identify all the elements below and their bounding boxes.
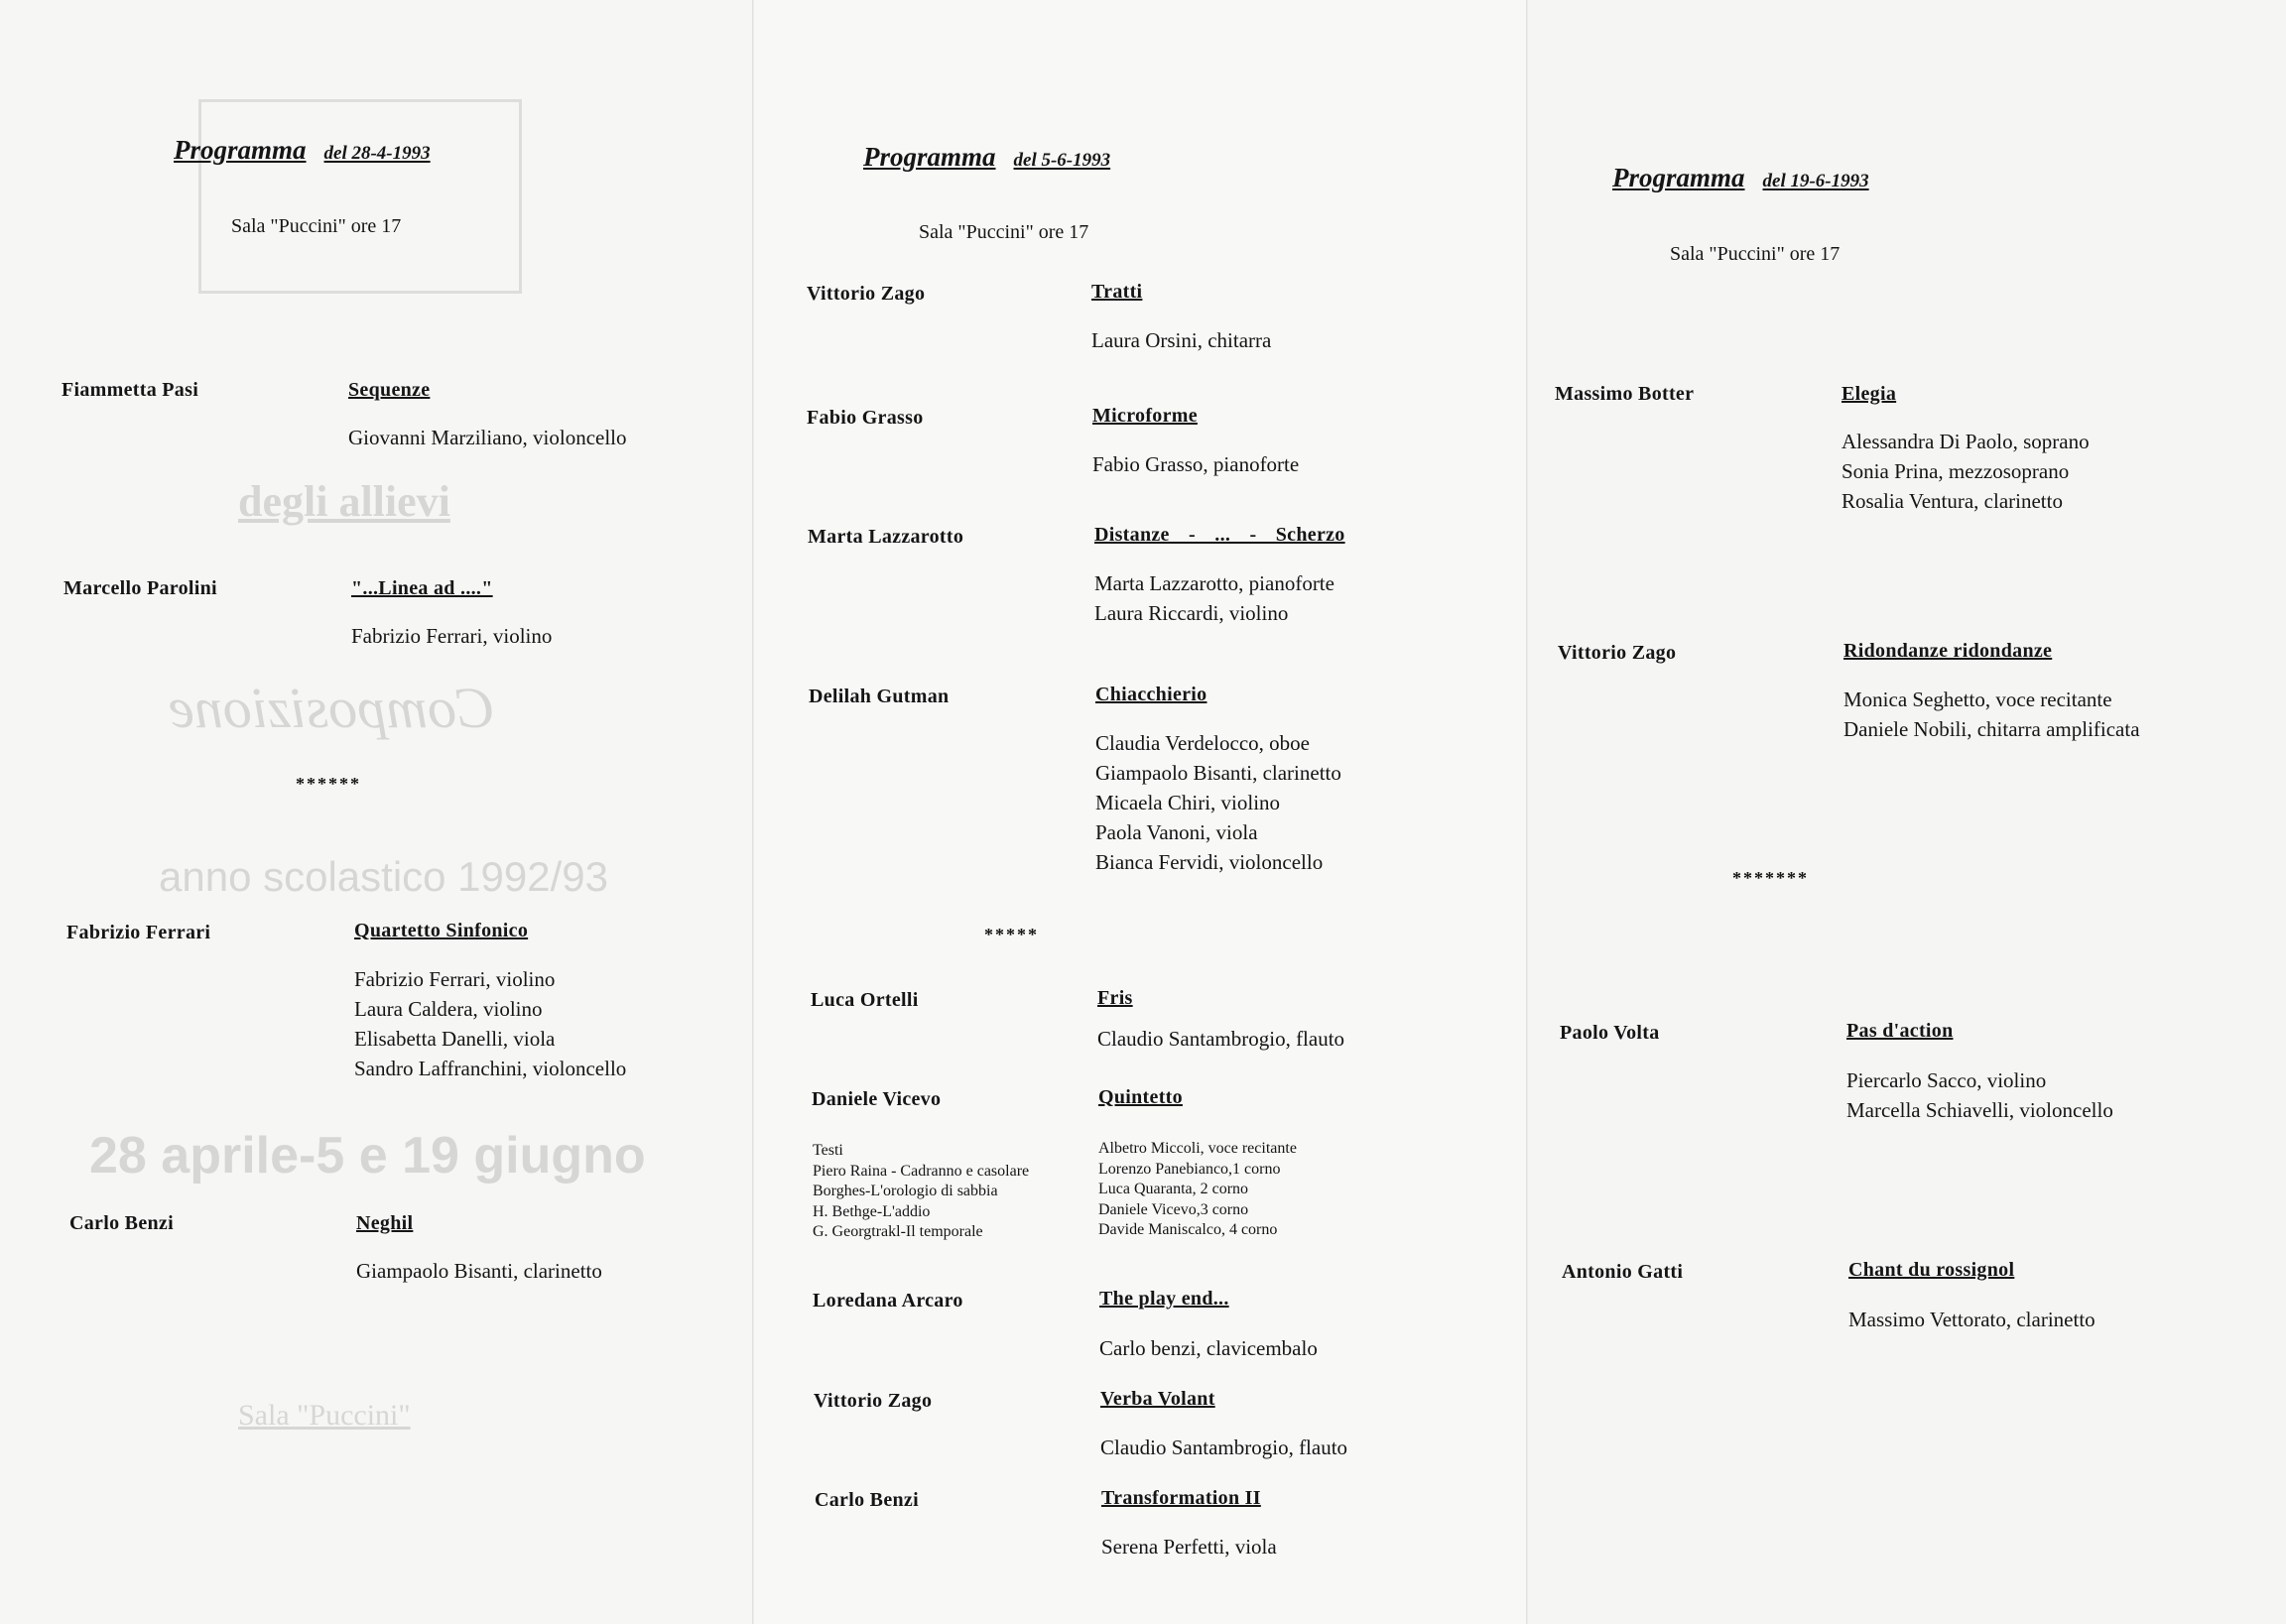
composer-name: Fabio Grasso bbox=[807, 407, 924, 429]
venue-time: Sala "Puccini" ore 17 bbox=[919, 221, 1089, 243]
work-title: Transformation II bbox=[1101, 1487, 1261, 1509]
performer: Monica Seghetto, voce recitante bbox=[1843, 687, 2112, 711]
text-source: Testi bbox=[813, 1142, 843, 1159]
performer-list bbox=[348, 423, 627, 452]
composer-name: Vittorio Zago bbox=[807, 283, 926, 305]
composer-name: Loredana Arcaro bbox=[813, 1290, 963, 1312]
text-source: Piero Raina - Cadranno e casolare bbox=[813, 1162, 1030, 1180]
performer-list bbox=[1098, 1139, 1297, 1241]
performer-list bbox=[1101, 1532, 1277, 1562]
performer: Marta Lazzarotto, pianoforte bbox=[1094, 571, 1334, 595]
text-source: H. Bethge-L'addio bbox=[813, 1202, 931, 1220]
performer-list bbox=[1843, 685, 2140, 744]
performer: Fabio Grasso, pianoforte bbox=[1092, 452, 1300, 476]
performer: Giovanni Marziliano, violoncello bbox=[348, 426, 627, 449]
performer: Carlo benzi, clavicembalo bbox=[1099, 1336, 1318, 1360]
performer-list bbox=[1099, 1333, 1318, 1363]
work-title: Quartetto Sinfonico bbox=[354, 920, 529, 941]
composer-name: Vittorio Zago bbox=[1558, 642, 1677, 664]
performer: Albetro Miccoli, voce recitante bbox=[1098, 1140, 1297, 1157]
performer-list bbox=[1846, 1065, 2113, 1125]
performer-list bbox=[1848, 1305, 2096, 1334]
performer: Claudia Verdelocco, oboe bbox=[1095, 731, 1310, 755]
programma-word: Programma bbox=[1612, 163, 1745, 192]
performer-list bbox=[1097, 1024, 1344, 1054]
performer: Paola Vanoni, viola bbox=[1095, 820, 1258, 844]
performer: Giampaolo Bisanti, clarinetto bbox=[356, 1259, 602, 1283]
performer: Bianca Fervidi, violoncello bbox=[1095, 850, 1324, 874]
show-through-line-5: Sala "Puccini" bbox=[238, 1399, 411, 1432]
performer: Rosalia Ventura, clarinetto bbox=[1842, 489, 2063, 513]
performer: Sonia Prina, mezzosoprano bbox=[1842, 459, 2070, 483]
panel-5-6-1993 bbox=[754, 0, 1528, 1624]
performer: Piercarlo Sacco, violino bbox=[1846, 1068, 2047, 1092]
composer-name: Carlo Benzi bbox=[69, 1212, 174, 1234]
performer: Elisabetta Danelli, viola bbox=[354, 1027, 556, 1051]
composer-name: Antonio Gatti bbox=[1562, 1261, 1684, 1283]
composer-name: Carlo Benzi bbox=[815, 1489, 919, 1511]
programma-word: Programma bbox=[863, 142, 996, 172]
performer: Daniele Vicevo,3 corno bbox=[1098, 1200, 1249, 1218]
performer-list bbox=[1092, 449, 1299, 479]
work-title: Pas d'action bbox=[1846, 1020, 1954, 1042]
performer: Davide Maniscalco, 4 corno bbox=[1098, 1221, 1278, 1238]
performer-list bbox=[356, 1256, 602, 1286]
composer-name: Marcello Parolini bbox=[64, 577, 217, 599]
work-title: Neghil bbox=[356, 1212, 414, 1234]
performer: Laura Riccardi, violino bbox=[1094, 601, 1289, 625]
performer-list bbox=[1094, 568, 1334, 628]
performer-list bbox=[1095, 728, 1341, 877]
performer: Alessandra Di Paolo, soprano bbox=[1842, 430, 2090, 453]
performer: Daniele Nobili, chitarra amplificata bbox=[1843, 717, 2140, 741]
show-through-logo-box bbox=[198, 99, 522, 294]
composer-name: Marta Lazzarotto bbox=[808, 526, 964, 548]
performer: Claudio Santambrogio, flauto bbox=[1100, 1436, 1348, 1459]
work-title: Verba Volant bbox=[1100, 1388, 1215, 1410]
venue-time: Sala "Puccini" ore 17 bbox=[231, 215, 402, 237]
section-separator: ****** bbox=[296, 774, 361, 794]
programma-date: del 19-6-1993 bbox=[1762, 171, 1869, 191]
performer-list bbox=[351, 621, 552, 651]
work-title: "...Linea ad ...." bbox=[351, 577, 493, 599]
performer-list bbox=[354, 964, 626, 1083]
programma-word: Programma bbox=[174, 135, 307, 165]
performer: Luca Quaranta, 2 corno bbox=[1098, 1181, 1249, 1197]
work-title: Chiacchierio bbox=[1095, 684, 1207, 705]
composer-name: Massimo Botter bbox=[1555, 383, 1695, 405]
work-title: The play end... bbox=[1099, 1288, 1229, 1310]
work-title: Ridondanze ridondanze bbox=[1843, 640, 2053, 662]
panel-19-6-1993 bbox=[1528, 0, 2286, 1624]
performer: Giampaolo Bisanti, clarinetto bbox=[1095, 761, 1341, 785]
composer-name: Delilah Gutman bbox=[809, 686, 950, 707]
performer-list bbox=[1091, 325, 1271, 355]
section-separator: ******* bbox=[1732, 868, 1809, 888]
composer-name: Paolo Volta bbox=[1560, 1022, 1660, 1044]
text-source: G. Georgtrakl-Il temporale bbox=[813, 1223, 983, 1240]
composer-name: Luca Ortelli bbox=[811, 989, 919, 1011]
work-title: Distanze - ... - Scherzo bbox=[1094, 524, 1345, 546]
programma-date: del 28-4-1993 bbox=[323, 143, 431, 164]
performer: Laura Orsini, chitarra bbox=[1091, 328, 1272, 352]
show-through-line-1: degli allievi bbox=[238, 477, 450, 526]
panel-28-4-1993 bbox=[0, 0, 754, 1624]
show-through-line-3: anno scolastico 1992/93 bbox=[159, 853, 608, 900]
performer: Claudio Santambrogio, flauto bbox=[1097, 1027, 1345, 1051]
work-title: Microforme bbox=[1092, 405, 1198, 427]
programma-title bbox=[1612, 163, 1869, 193]
work-title: Chant du rossignol bbox=[1848, 1259, 2015, 1281]
programma-date: del 5-6-1993 bbox=[1013, 150, 1111, 171]
programma-title bbox=[174, 135, 431, 166]
performer: Marcella Schiavelli, violoncello bbox=[1846, 1098, 2113, 1122]
venue-time: Sala "Puccini" ore 17 bbox=[1670, 243, 1841, 265]
show-through-line-4: 28 aprile-5 e 19 giugno bbox=[89, 1127, 646, 1185]
section-separator: ***** bbox=[984, 925, 1039, 944]
work-title: Sequenze bbox=[348, 379, 431, 401]
composer-name: Fabrizio Ferrari bbox=[66, 922, 211, 943]
text-sources-list bbox=[813, 1141, 1029, 1243]
performer: Micaela Chiri, violino bbox=[1095, 791, 1281, 814]
work-title: Tratti bbox=[1091, 281, 1143, 303]
composer-name: Daniele Vicevo bbox=[812, 1088, 942, 1110]
programma-title bbox=[863, 142, 1110, 173]
composer-name: Fiammetta Pasi bbox=[62, 379, 199, 401]
work-title: Quintetto bbox=[1098, 1086, 1183, 1108]
show-through-line-2: Composizione bbox=[169, 676, 495, 740]
text-source: Borghes-L'orologio di sabbia bbox=[813, 1183, 998, 1199]
performer-list bbox=[1100, 1433, 1347, 1462]
work-title: Elegia bbox=[1842, 383, 1897, 405]
performer: Serena Perfetti, viola bbox=[1101, 1535, 1277, 1559]
performer: Laura Caldera, violino bbox=[354, 997, 543, 1021]
performer: Fabrizio Ferrari, violino bbox=[354, 967, 556, 991]
performer: Sandro Laffranchini, violoncello bbox=[354, 1057, 627, 1080]
composer-name: Vittorio Zago bbox=[814, 1390, 933, 1412]
work-title: Fris bbox=[1097, 987, 1133, 1009]
performer: Lorenzo Panebianco,1 corno bbox=[1098, 1160, 1281, 1178]
performer-list bbox=[1842, 427, 2090, 516]
performer: Fabrizio Ferrari, violino bbox=[351, 624, 553, 648]
performer: Massimo Vettorato, clarinetto bbox=[1848, 1308, 2096, 1331]
